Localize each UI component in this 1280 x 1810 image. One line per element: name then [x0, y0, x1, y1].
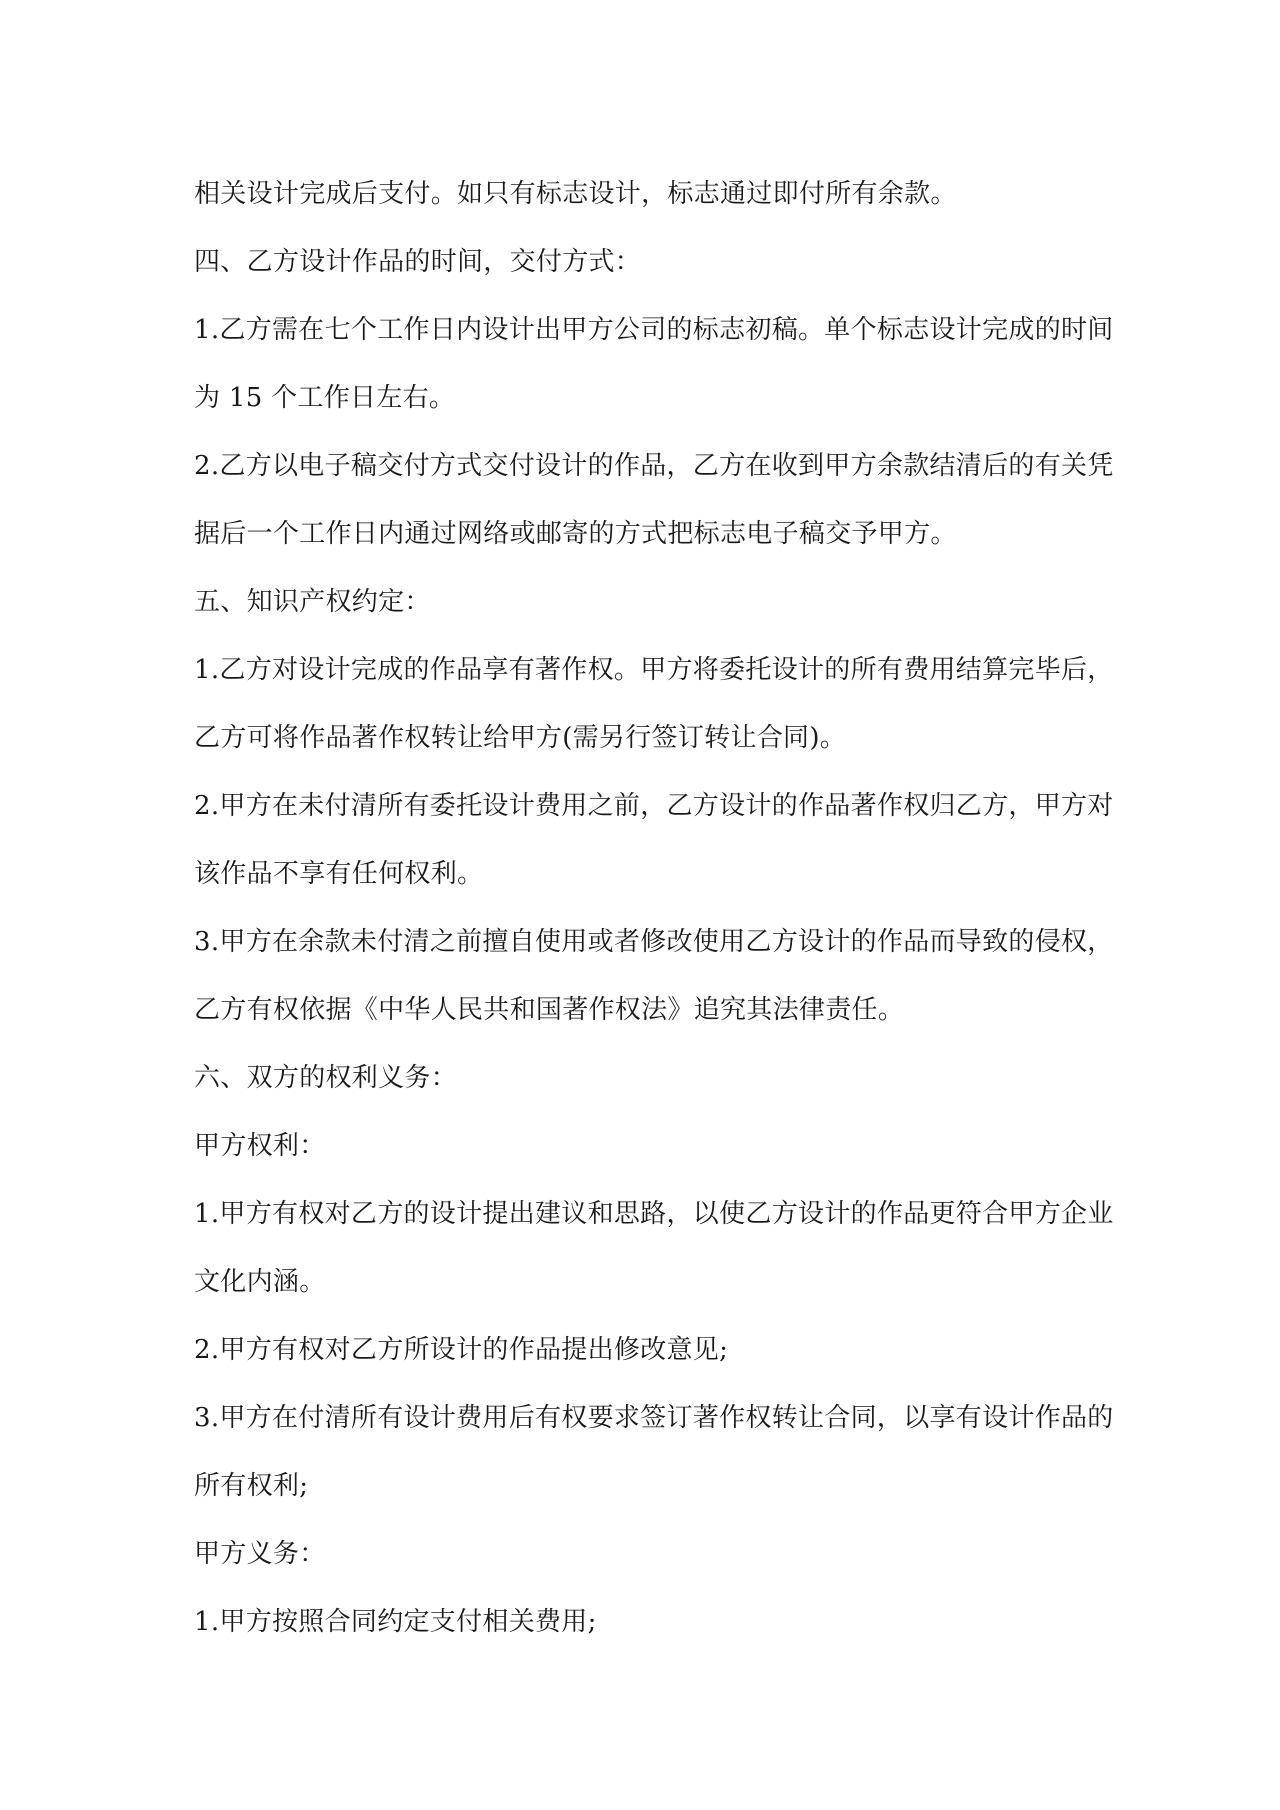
text-line: 1.甲方按照合同约定支付相关费用;: [194, 1607, 597, 1637]
document-body: [194, 160, 1114, 1656]
text-line: 2.甲方在未付清所有委托设计费用之前，乙方设计的作品著作权归乙方，甲方对: [194, 791, 1114, 821]
text-line: 1.乙方需在七个工作日内设计出甲方公司的标志初稿。单个标志设计完成的时间: [194, 315, 1114, 345]
text-line: 1.甲方有权对乙方的设计提出建议和思路，以使乙方设计的作品更符合甲方企业: [194, 1199, 1114, 1229]
section-heading-ip: 五、知识产权约定：: [194, 587, 431, 617]
text-line: 所有权利;: [194, 1471, 309, 1501]
text-line: 3.甲方在付清所有设计费用后有权要求签订著作权转让合同，以享有设计作品的: [194, 1403, 1114, 1433]
subheading-party-a-rights: 甲方权利：: [194, 1131, 326, 1161]
subheading-party-a-obligations: 甲方义务：: [194, 1539, 326, 1569]
text-line: 相关设计完成后支付。如只有标志设计，标志通过即付所有余款。: [194, 179, 957, 209]
text-line: 2.甲方有权对乙方所设计的作品提出修改意见;: [194, 1335, 729, 1365]
text-line: 文化内涵。: [194, 1267, 326, 1297]
text-line: 乙方有权依据《中华人民共和国著作权法》追究其法律责任。: [194, 995, 905, 1025]
text-line: 乙方可将作品著作权转让给甲方(需另行签订转让合同)。: [194, 723, 847, 753]
text-line: 2.乙方以电子稿交付方式交付设计的作品，乙方在收到甲方余款结清后的有关凭: [194, 451, 1114, 481]
section-heading-delivery: 四、乙方设计作品的时间，交付方式：: [194, 247, 642, 277]
text-line: 据后一个工作日内通过网络或邮寄的方式把标志电子稿交予甲方。: [194, 519, 957, 549]
text-line: 该作品不享有任何权利。: [194, 859, 484, 889]
text-line: 1.乙方对设计完成的作品享有著作权。甲方将委托设计的所有费用结算完毕后，: [194, 655, 1114, 685]
text-line: 为 15 个工作日左右。: [194, 383, 456, 413]
section-heading-rights: 六、双方的权利义务：: [194, 1063, 458, 1093]
text-line: 3.甲方在余款未付清之前擅自使用或者修改使用乙方设计的作品而导致的侵权，: [194, 927, 1114, 957]
